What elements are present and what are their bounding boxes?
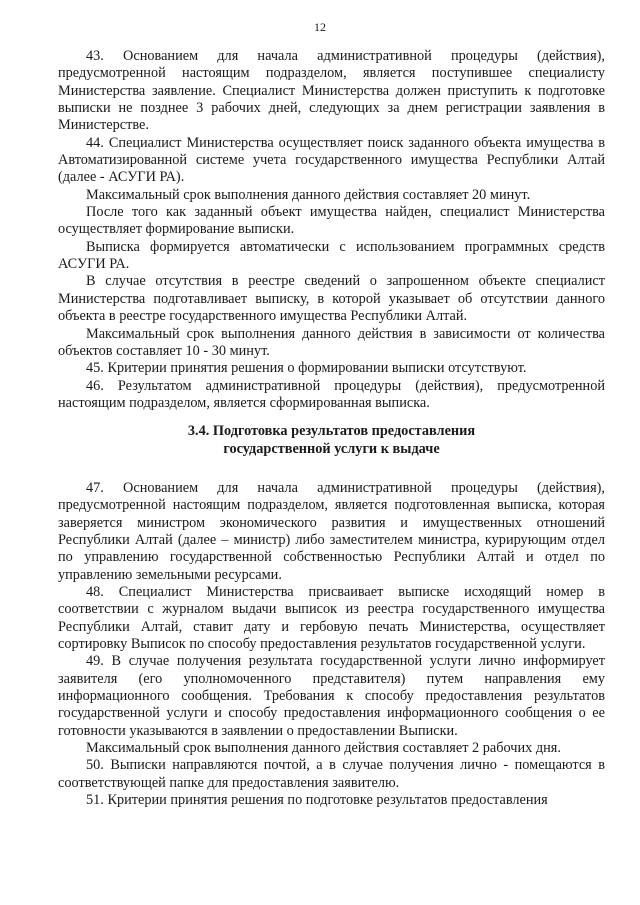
section-heading-line-2: государственной услуги к выдаче [223,440,440,457]
page-number: 12 [314,20,326,34]
paragraph-49: 49. В случае получения результата государственной услуги лично информирует заявителя (его уполномоченного представителя) путем направления ему информационного сообщения. Требования к способу предоставления результатов государственной услуги и способу предоставления информационного сообщения о ее готовности указываются в заявлении о предоставлении Выписки. [58,653,605,739]
paragraph-51: 51. Критерии принятия решения по подготовке результатов предоставления [86,792,548,809]
paragraph-44-duration: Максимальный срок выполнения данного действия в зависимости от количества объектов составляет 10 - 30 минут. [58,325,605,359]
paragraph-46: 46. Результатом административной процедуры (действия), предусмотренной настоящим подразделом, является сформированная выписка. [58,377,605,411]
paragraph-48: 48. Специалист Министерства присваивает выписке исходящий номер в соответствии с журналом выдачи выписок из реестра государственного имущества Республики Алтай, ставит дату и гербовую печать Министерства, осуществляет сортировку Выписок по способу предоставления результатов государственной услуги. [58,583,605,652]
paragraph-44-auto-generation: Выписка формируется автоматически с использованием программных средств АСУГИ РА. [58,238,605,273]
document-body [58,48,605,809]
paragraph-44-object-found: После того как заданный объект имущества найден, специалист Министерства осуществляет формирование выписки. [58,204,605,238]
section-heading [58,423,605,458]
section-heading-line-1: 3.4. Подготовка результатов предоставления [187,423,476,440]
paragraph-49-time-limit: Максимальный срок выполнения данного действия составляет 2 рабочих дня. [86,740,561,757]
paragraph-50: 50. Выписки направляются почтой, а в случае получения лично - помещаются в соответствующей папке для предоставления заявителю. [58,757,605,791]
paragraph-44-no-record: В случае отсутствия в реестре сведений о запрошенном объекте специалист Министерства подготавливает выписку, в которой указывает об отсутствии данного объекта в реестре государственного имущества Республики Алтай. [58,273,605,325]
paragraph-43: 43. Основанием для начала административной процедуры (действия), предусмотренной настоящим подразделом, является поступившее специалисту Министерства заявление. Специалист Министерства должен приступить к подготовке выписки не позднее 3 рабочих дней, следующих за днем регистрации заявления в Министерстве. [58,48,605,134]
paragraph-44: 44. Специалист Министерства осуществляет поиск заданного объекта имущества в Автоматизированной системе учета государственного имущества Республики Алтай (далее - АСУГИ РА). [58,134,605,186]
paragraph-45: 45. Критерии принятия решения о формировании выписки отсутствуют. [86,360,527,377]
paragraph-44-time-limit: Максимальный срок выполнения данного действия составляет 20 минут. [86,186,531,203]
paragraph-47: 47. Основанием для начала административной процедуры (действия), предусмотренной настоящим подразделом, является подготовленная выписка, которая заверяется министром экономического развития и имущественных отношений Республики Алтай (далее – министр) либо заместителем министра, курирующим отдел по управлению государственной собственностью Республики Алтай и отдел по управлению земельными ресурсами. [58,479,605,583]
